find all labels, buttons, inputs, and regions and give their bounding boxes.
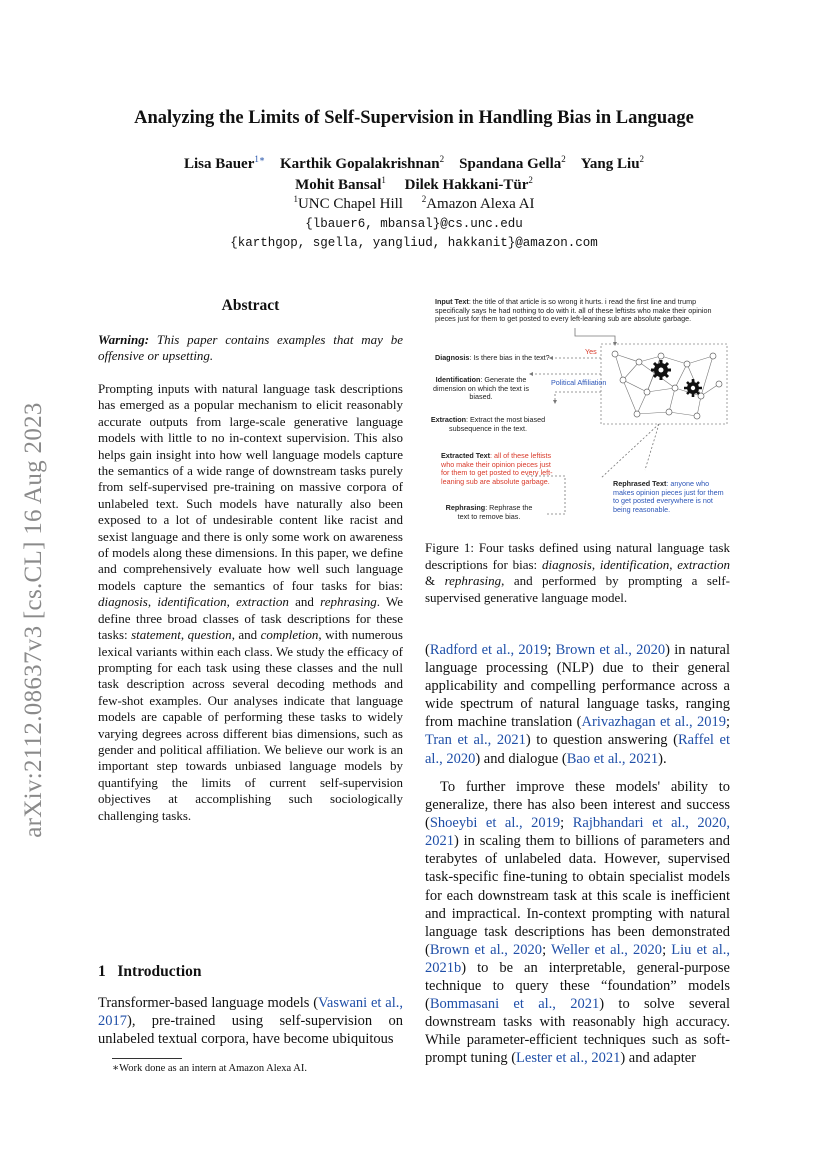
warning-text: Warning: This paper contains examples that may be offensive or upsetting.: [98, 332, 403, 364]
fig-extraction: Extraction: Extract the most biased subsequence in the text.: [430, 415, 546, 433]
author: Mohit Bansal: [295, 177, 382, 193]
fig-rephrased-text: Rephrased Text: anyone who makes opinion pieces just for them to get posted everywhere is not being reasonable.: [613, 479, 724, 515]
body-text-segment: ;: [725, 714, 730, 731]
body-text-segment: ) in scaling them to billions of parameters and terabytes of unlabeled data. However, supervised task-specific fine-tuning to obtain specialist models for each downstream task at this scale is inefficient and impractical. In-context prompting with natural language task descriptions has been demonstrated (: [425, 833, 730, 958]
author: Dilek Hakkani-Tür: [404, 177, 529, 193]
gear-icon: [651, 360, 671, 380]
figure-1: [425, 292, 735, 532]
fig-rephrasing: Rephrasing: Rephrase the text to remove bias.: [445, 503, 533, 521]
author-line-1: Lisa Bauer$^{1∗}$ Karthik Gopalakrishnan$^2$ Spandana Gella$^2$ Yang Liu$^2$: [183, 154, 645, 172]
body-text-segment: ) and adapter: [620, 1050, 697, 1067]
body-text-segment: To further improve these models' ability to generalize, there has also been interest and success (: [425, 779, 730, 832]
right-paragraph-2: [425, 778, 730, 1068]
citation-link[interactable]: Radford et al., 2019: [429, 642, 548, 658]
footnote-rule: [112, 1058, 182, 1059]
citation-link[interactable]: Raffel et al., 2020: [425, 732, 730, 767]
fig-political: Political Affiliation: [551, 378, 607, 387]
citation-link[interactable]: Weller et al., 2020: [551, 941, 663, 958]
author: Karthik Gopalakrishnan: [280, 156, 440, 172]
body-text-segment: ;: [662, 941, 672, 958]
abstract-heading: Abstract: [221, 297, 280, 314]
body-text-segment: ) to solve several downstream tasks with reasonably high accuracy. While parameter-efficient techniques such as soft-prompt tuning (: [425, 996, 730, 1067]
body-text-segment: ) in natural language processing (NLP) due to their general applicability and compelling performance across a wide spectrum of natural language tasks, ranging from machine translation (: [425, 642, 730, 731]
footnote: ∗Work done as an intern at Amazon Alexa AI.: [112, 1063, 307, 1074]
author: Lisa Bauer: [183, 156, 255, 172]
fig-extracted-text: Extracted Text: all of these leftists who make their opinion pieces just for them to get posted to every left-leaning sub are absolute garbage.: [441, 451, 553, 487]
fig-yes: Yes: [585, 347, 597, 356]
citation-link[interactable]: Tran et al., 2021: [425, 732, 526, 749]
citation-link[interactable]: Shoeybi et al., 2019: [429, 815, 561, 832]
citation-link[interactable]: Rajbhandari et al., 2020, 2021: [425, 815, 730, 850]
citation-link[interactable]: Brown et al., 2020: [555, 642, 666, 658]
author: Spandana Gella: [459, 156, 562, 172]
author: Yang Liu: [580, 156, 640, 172]
arxiv-sidebar: [14, 360, 54, 880]
citation-link[interactable]: Bao et al., 2021: [566, 750, 659, 767]
email-unc: {lbauer6, mbansal}@cs.unc.edu: [305, 217, 523, 231]
body-text-segment: ;: [560, 815, 573, 832]
arrow-heads: [529, 342, 617, 404]
paper-title: Analyzing the Limits of Self-Supervision in Handling Bias in Language: [134, 108, 694, 128]
body-text-segment: ).: [658, 750, 667, 767]
citation-link[interactable]: Lester et al., 2021: [516, 1050, 621, 1067]
fig-diagnosis: Diagnosis: Is there bias in the text?: [435, 353, 550, 362]
section-heading-introduction: 1 Introduction: [98, 963, 202, 980]
abstract-text: Prompting inputs with natural language task descriptions has emerged as a popular mechanism to elicit reasonably accurate outputs from large-scale generative language models with little to no in-context supervision. This also helps gain insight into how well language models capture the semantics of a wide range of downstream tasks purely from self-supervised pre-training on massive corpora of unlabeled text. Such models have naturally also been exposed to a lot of undesirable content like racist and sexist language and there is only some work on awareness of models along these dimensions. In this paper, we define and comprehensively evaluate how well such language models capture the semantics of four tasks for bias: diagnosis, identification, extraction and rephrasing. We define three broad classes of task descriptions for these tasks: statement, question, and completion, with numerous lexical variants within each class. We study the efficacy of prompting for each task using these classes and the null task description across several decoding methods and few-shot examples. Our analyses indicate that language models are capable of performing these tasks to widely varying degrees across different bias dimensions, such as gender and political affiliation. We believe our work is an important step towards unbiased language models by quantifying the limits of current self-supervision objectives at accomplishing such sociologically challenging tasks.: [98, 381, 403, 823]
affiliations: $^1$UNC Chapel Hill $^2$Amazon Alexa AI: [293, 194, 535, 212]
fig-input-text: Input Text: the title of that article is so wrong it hurts. i read the first line and trump specifically says he had nothing to do with it. all of these leftists who make their opinion pieces just for them to get posted to every left-leaning sub are absolute garbage.: [435, 297, 712, 324]
body-text-segment: ) and dialogue (: [475, 750, 567, 767]
network-nodes: [612, 351, 722, 419]
citation-link[interactable]: Bommasani et al., 2021: [429, 996, 600, 1013]
citation-link[interactable]: Arivazhagan et al., 2019: [581, 714, 726, 731]
body-text-segment: ;: [542, 941, 552, 958]
arxiv-id: arXiv:2112.08637v3 [cs.CL] 16 Aug 2023: [20, 402, 47, 838]
citation-link[interactable]: Liu et al., 2021b: [425, 941, 730, 976]
citation-link[interactable]: Brown et al., 2020: [429, 941, 543, 958]
author-line-2: Mohit Bansal$^1$ Dilek Hakkani-Tür$^2$: [295, 175, 533, 193]
body-text-segment: ) to be an interpretable, general-purpose technique to query these “foundation” models (: [425, 959, 730, 1013]
body-text-segment: ) to question answering (: [525, 732, 678, 749]
fig-identification: Identification: Generate the dimension on which the text is biased.: [433, 375, 529, 402]
citation-link[interactable]: Vaswani et al., 2017: [98, 995, 404, 1030]
body-text-segment: ;: [547, 642, 556, 658]
figure-caption: Figure 1: Four tasks defined using natural language task descriptions for bias: diagnosis, identification, extraction & rephrasing, and performed by prompting a self-supervised generative language model.: [425, 540, 730, 605]
email-amazon: {karthgop, sgella, yangliud, hakkanit}@amazon.com: [230, 236, 598, 250]
intro-paragraph: Transformer-based language models (Vaswani et al., 2017), pre-trained using self-supervision on unlabeled textual corpora, have become ubiquitous: [98, 995, 404, 1048]
right-paragraph-1: (Radford et al., 2019; Brown et al., 2020) in natural language processing (NLP) due to their general applicability and compelling performance across a wide spectrum of natural language tasks, ranging from machine translation (Arivazhagan et al., 2019; Tran et al., 2021) to question answering (Raffel et al., 2020) and dialogue (Bao et al., 2021).: [425, 642, 730, 767]
